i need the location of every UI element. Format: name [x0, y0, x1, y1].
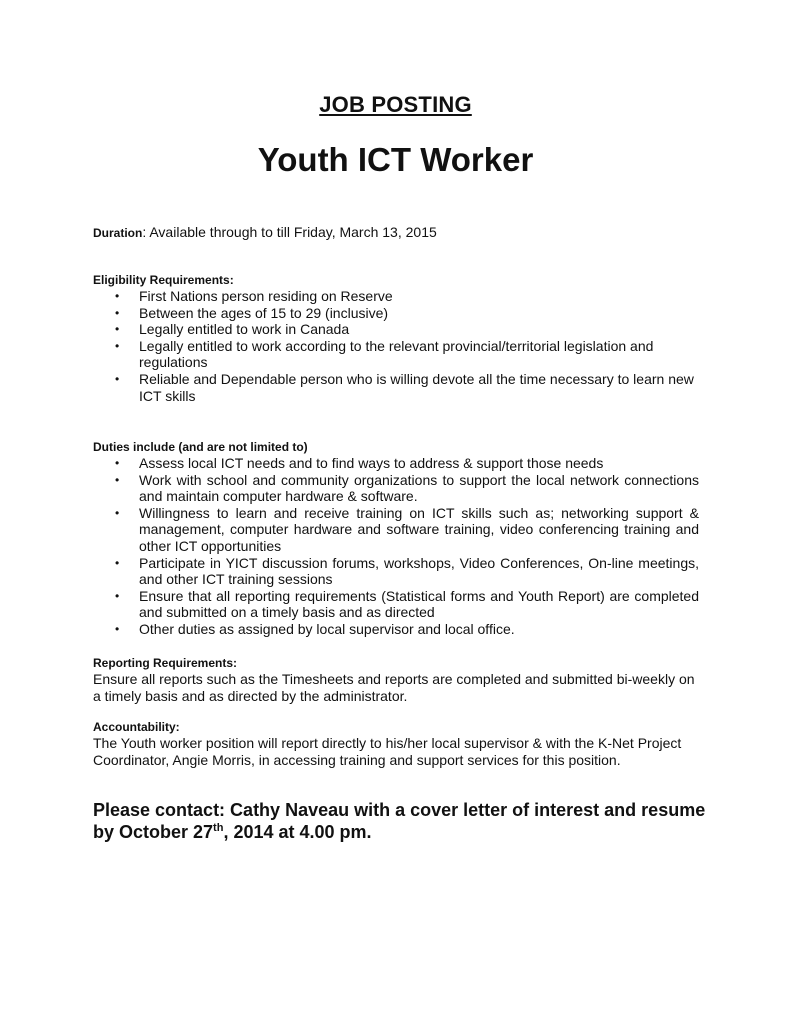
- duration-line: [93, 224, 437, 242]
- list-item-text: Work with school and community organizations to support the local network connections and maintain computer hardware & software.: [139, 471, 699, 505]
- list-item-text: First Nations person residing on Reserve: [139, 288, 393, 304]
- list-item-text: Willingness to learn and receive training on ICT skills such as; networking support & management, computer hardware and software training, video conferencing training and other ICT opportunities: [139, 504, 699, 554]
- duration-label: Duration: [93, 226, 143, 240]
- accountability-heading: Accountability:: [93, 720, 180, 734]
- eligibility-section: [93, 272, 699, 404]
- list-item: [93, 505, 699, 555]
- eligibility-list: [93, 288, 699, 404]
- duties-heading: Duties include (and are not limited to): [93, 440, 308, 454]
- duration-text: : Available through to till Friday, March 13, 2015: [142, 224, 437, 240]
- list-item-text: Participate in YICT discussion forums, workshops, Video Conferences, On-line meetings, and other ICT training sessions: [139, 554, 699, 588]
- contact-text: Please contact: Cathy Naveau with a cover letter of interest and resume by October 27: [93, 800, 706, 842]
- contact-text-end: , 2014 at 4.00 pm.: [223, 822, 372, 842]
- bullet-icon: •: [115, 505, 120, 520]
- bullet-icon: •: [115, 621, 120, 636]
- list-item: [93, 321, 699, 338]
- bullet-icon: •: [115, 305, 120, 320]
- list-item-text: Legally entitled to work in Canada: [139, 321, 350, 338]
- duties-section: [93, 439, 699, 638]
- list-item-text: Other duties as assigned by local supervisor and local office.: [139, 620, 515, 637]
- posting-label: JOB POSTING: [319, 92, 472, 117]
- bullet-icon: •: [115, 289, 120, 303]
- bullet-icon: •: [115, 456, 120, 470]
- contact-statement: [93, 799, 713, 843]
- bullet-icon: •: [115, 555, 120, 570]
- accountability-text: The Youth worker position will report directly to his/her local supervisor & with the K-Net Project Coordinator, Angie Morris, in accessing training and support services for this position.: [93, 735, 682, 768]
- bullet-icon: •: [115, 371, 120, 386]
- list-item: [93, 338, 699, 371]
- bullet-icon: •: [115, 588, 120, 603]
- list-item-text: Assess local ICT needs and to find ways to address & support those needs: [139, 455, 604, 471]
- list-item-text: Between the ages of 15 to 29 (inclusive): [139, 304, 389, 321]
- reporting-heading: Reporting Requirements:: [93, 656, 238, 670]
- list-item: [93, 472, 699, 505]
- list-item-text: Ensure that all reporting requirements (Statistical forms and Youth Report) are completed and submitted on a timely basis and as directed: [139, 587, 699, 621]
- reporting-text: Ensure all reports such as the Timesheets and reports are completed and submitted bi-weekly on a timely basis and as directed by the administrator.: [93, 671, 695, 704]
- list-item: [93, 305, 699, 322]
- list-item: [93, 288, 699, 305]
- job-title: Youth ICT Worker: [257, 141, 534, 178]
- eligibility-heading: Eligibility Requirements:: [93, 273, 234, 287]
- contact-date-suffix: th: [213, 822, 224, 834]
- list-item: [93, 455, 699, 472]
- list-item: [93, 555, 699, 588]
- list-item: [93, 371, 699, 404]
- reporting-section: [93, 655, 699, 704]
- accountability-section: [93, 719, 699, 768]
- list-item-text: Reliable and Dependable person who is willing devote all the time necessary to learn new ICT skills: [139, 370, 694, 404]
- bullet-icon: •: [115, 472, 120, 487]
- list-item: [93, 621, 699, 638]
- bullet-icon: •: [115, 322, 120, 337]
- bullet-icon: •: [115, 338, 120, 353]
- list-item: [93, 588, 699, 621]
- list-item-text: Legally entitled to work according to the relevant provincial/territorial legislation and regulations: [139, 337, 654, 371]
- duties-list: [93, 455, 699, 638]
